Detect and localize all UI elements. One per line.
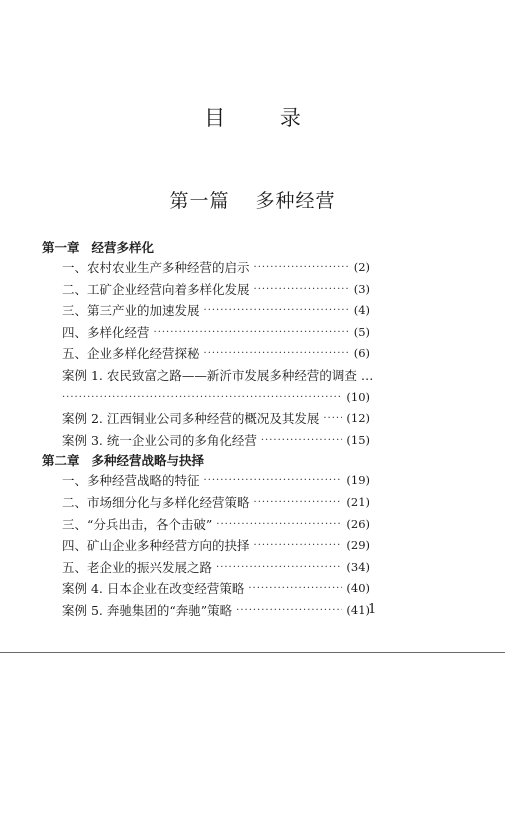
toc-entry-page: (19): [346, 473, 370, 488]
toc-entry[interactable]: [42, 343, 370, 365]
toc-entry[interactable]: [42, 492, 370, 514]
toc-entry[interactable]: [42, 535, 370, 557]
toc-entry-page: (29): [346, 538, 370, 553]
part-name: 多种经营: [255, 190, 336, 212]
toc-entry-label: 三、第三产业的加速发展: [62, 303, 200, 319]
chapter-heading-1[interactable]: [42, 238, 370, 257]
toc-entry-page: (15): [346, 432, 370, 447]
dot-leader: [323, 408, 342, 430]
toc-entry-label: 四、矿山企业多种经营方向的抉择: [62, 538, 250, 554]
toc-entry-page: (34): [346, 559, 370, 574]
part-heading: [0, 186, 505, 213]
toc-entry-page: (2): [353, 260, 370, 274]
toc-entry-page: (26): [346, 516, 370, 531]
toc-entry-label: 四、多样化经营: [62, 324, 150, 340]
dot-leader: [254, 535, 343, 557]
dot-leader: [254, 279, 350, 301]
toc-entry-label: 五、企业多样化经营探秘: [62, 346, 200, 362]
toc-entry-page: (5): [353, 324, 370, 339]
toc-entry[interactable]: [42, 300, 370, 322]
toc-entry-label: 一、多种经营战略的特征: [62, 473, 200, 489]
toc-entry-label: 案例 3. 统一企业公司的多角化经营: [62, 432, 257, 448]
part-label: 第一篇: [169, 190, 230, 212]
toc-entry[interactable]: [42, 322, 370, 344]
page-number: 1: [368, 602, 377, 617]
dot-leader: [204, 300, 350, 322]
toc-entry[interactable]: [42, 257, 370, 279]
chapter-title: 多种经营战略与抉择: [91, 453, 205, 469]
toc-entry-page: (10): [346, 389, 370, 404]
dot-leader: [216, 557, 342, 579]
chapter-label: 第二章: [42, 453, 80, 469]
toc-entry-page: (6): [353, 346, 370, 361]
bottom-rule: [0, 652, 505, 653]
toc-entry-page: (4): [353, 303, 370, 318]
table-of-contents: [42, 238, 374, 622]
toc-entry[interactable]: [42, 578, 370, 600]
dot-leader: [261, 430, 343, 452]
toc-entry-label: 案例 5. 奔驰集团的“奔驰”策略: [62, 602, 233, 618]
toc-entry-label: 三、“分兵出击，各个击破”: [62, 516, 213, 532]
toc-entry[interactable]: [42, 514, 370, 536]
toc-entry-label: 五、老企业的振兴发展之路: [62, 559, 213, 575]
toc-entry[interactable]: [42, 600, 370, 622]
dot-leader: [254, 257, 350, 279]
toc-entry-label: 案例 2. 江西铜业公司多种经营的概况及其发展: [62, 411, 320, 427]
dot-leader: [216, 514, 342, 536]
toc-entry[interactable]: [42, 279, 370, 301]
dot-leader: [254, 492, 343, 514]
dot-leader: [62, 387, 342, 409]
page-title: 目 录: [204, 106, 325, 130]
chapter-title: 经营多样化: [91, 240, 155, 255]
toc-entry[interactable]: [42, 365, 374, 387]
dot-leader: [154, 322, 350, 344]
dot-leader: [204, 343, 350, 365]
chapter-label: 第一章: [42, 240, 80, 255]
toc-entry-page: (21): [346, 494, 370, 509]
toc-entry-label: 二、市场细分化与多样化经营策略: [62, 494, 250, 510]
toc-entry-page: (41): [346, 602, 370, 617]
dot-leader: [204, 470, 343, 492]
toc-entry-page: (12): [346, 411, 370, 426]
toc-entry-continuation[interactable]: [42, 387, 370, 409]
dot-leader: [248, 578, 342, 600]
toc-entry[interactable]: [42, 557, 370, 579]
toc-entry-page: (3): [353, 281, 370, 296]
toc-entry-label: 一、农村农业生产多种经营的启示: [62, 260, 250, 275]
toc-entry-page: (40): [346, 581, 370, 596]
toc-entry[interactable]: [42, 408, 370, 430]
toc-entry-label: 二、工矿企业经营向着多样化发展: [62, 281, 250, 297]
toc-entry-label: 案例 4. 日本企业在改变经营策略: [62, 581, 245, 597]
chapter-heading-2[interactable]: [42, 451, 370, 470]
toc-entry-label: 案例 1. 农民致富之路——新沂市发展多种经营的调查 …: [62, 367, 374, 383]
toc-entry[interactable]: [42, 430, 370, 452]
toc-entry[interactable]: [42, 470, 370, 492]
dot-leader: [236, 600, 342, 622]
